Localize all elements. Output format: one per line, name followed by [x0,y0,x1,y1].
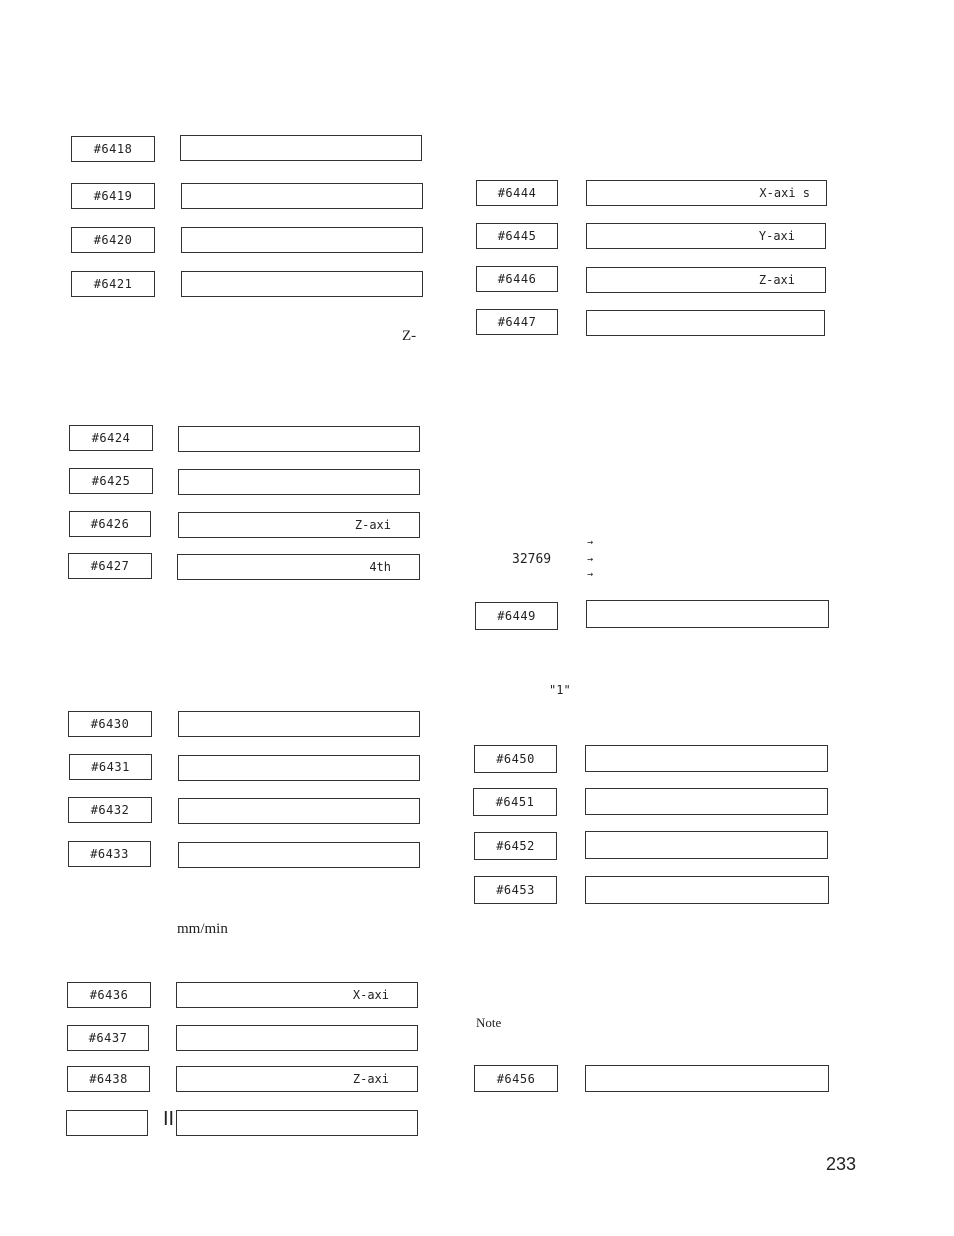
param-field-6450 [585,745,828,772]
param-code-6450: #6450 [474,745,557,773]
param-code-6447: #6447 [476,309,558,335]
param-code-6445: #6445 [476,223,558,249]
param-code-6426: #6426 [69,511,151,537]
separator-bars: II [163,1108,175,1130]
param-field-blank [176,1110,418,1136]
arrow-icon: → [587,537,594,548]
param-code-6453: #6453 [474,876,557,904]
param-code-6433: #6433 [68,841,151,867]
param-field-6432 [178,798,420,824]
param-code-6418: #6418 [71,136,155,162]
mm-min-fragment: mm/min [177,921,228,937]
param-field-6419 [181,183,423,209]
param-code-6456: #6456 [474,1065,558,1092]
param-field-6449 [586,600,829,628]
param-field-6426: Z-axi [178,512,420,538]
param-code-6432: #6432 [68,797,152,823]
param-field-6433 [178,842,420,868]
param-field-6451 [585,788,828,815]
arrow-icon: → [587,554,594,565]
param-code-6424: #6424 [69,425,153,451]
param-field-6438: Z-axi [176,1066,418,1092]
param-code-6431: #6431 [69,754,152,780]
param-field-6436: X-axi [176,982,418,1008]
param-code-6430: #6430 [68,711,152,737]
param-field-6437 [176,1025,418,1051]
param-code-6421: #6421 [71,271,155,297]
param-code-6444: #6444 [476,180,558,206]
page-number: 233 [826,1154,857,1174]
param-field-6445: Y-axi [586,223,826,249]
param-code-6436: #6436 [67,982,151,1008]
param-code-6446: #6446 [476,266,558,292]
param-field-6456 [585,1065,829,1092]
z-dash-fragment: Z- [402,328,417,344]
param-field-6431 [178,755,420,781]
value-32769: 32769 [512,552,552,567]
param-code-6449: #6449 [475,602,558,630]
param-code-blank [66,1110,148,1136]
quoted-one: "1" [549,683,571,697]
param-field-6446: Z-axi [586,267,826,293]
param-field-6421 [181,271,423,297]
param-code-6451: #6451 [473,788,557,816]
arrow-icon: → [587,569,594,580]
param-field-6418 [180,135,422,161]
param-field-6453 [585,876,829,904]
param-field-6444: X-axi s [586,180,827,206]
param-code-6420: #6420 [71,227,155,253]
param-field-6425 [178,469,420,495]
param-code-6427: #6427 [68,553,152,579]
note-label: Note [476,1015,502,1030]
param-code-6425: #6425 [69,468,153,494]
param-field-6420 [181,227,423,253]
param-field-6447 [586,310,825,336]
param-field-6424 [178,426,420,452]
param-code-6437: #6437 [67,1025,149,1051]
param-field-6427: 4th [177,554,420,580]
param-field-6430 [178,711,420,737]
param-code-6452: #6452 [474,832,557,860]
param-code-6438: #6438 [67,1066,150,1092]
param-field-6452 [585,831,828,859]
param-code-6419: #6419 [71,183,155,209]
